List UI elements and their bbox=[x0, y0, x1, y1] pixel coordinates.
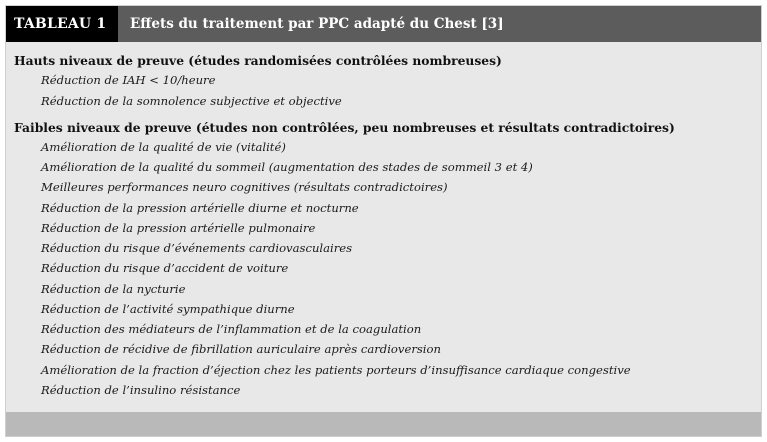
list-item: Réduction du risque d’accident de voiture bbox=[41, 261, 289, 275]
list-item: Meilleures performances neuro cognitives (résultats contradictoires) bbox=[41, 180, 448, 194]
table-title: Effets du traitement par PPC adapté du Chest [3] bbox=[130, 16, 504, 32]
list-item: Amélioration de la qualité de vie (vitalité) bbox=[41, 140, 286, 154]
table-number-label: TABLEAU 1 bbox=[6, 6, 118, 42]
list-item: Amélioration de la fraction d’éjection chez les patients porteurs d’insuffisance cardiaque congestive bbox=[41, 363, 631, 377]
table-body bbox=[6, 42, 761, 412]
list-item: Réduction de IAH < 10/heure bbox=[41, 73, 216, 87]
list-item: Réduction de la somnolence subjective et objective bbox=[41, 94, 342, 108]
list-item: Réduction du risque d’événements cardiovasculaires bbox=[41, 241, 353, 255]
list-item: Réduction des médiateurs de l’inflammation et de la coagulation bbox=[41, 322, 422, 336]
list-item: Amélioration de la qualité du sommeil (augmentation des stades de sommeil 3 et 4) bbox=[41, 160, 533, 174]
table-frame bbox=[5, 5, 762, 437]
table-header bbox=[6, 6, 761, 42]
list-item: Réduction de l’insulino résistance bbox=[41, 383, 241, 397]
section-heading-high-evidence: Hauts niveaux de preuve (études randomisées contrôlées nombreuses) bbox=[14, 53, 502, 68]
section-heading-low-evidence: Faibles niveaux de preuve (études non contrôlées, peu nombreuses et résultats contradictoires) bbox=[14, 120, 675, 135]
list-item: Réduction de la pression artérielle pulmonaire bbox=[41, 221, 316, 235]
list-item: Réduction de récidive de fibrillation auriculaire après cardioversion bbox=[41, 342, 441, 356]
list-item: Réduction de l’activité sympathique diurne bbox=[41, 302, 295, 316]
list-item: Réduction de la nycturie bbox=[41, 282, 186, 296]
table-footer-bar bbox=[6, 412, 761, 436]
list-item: Réduction de la pression artérielle diurne et nocturne bbox=[41, 201, 359, 215]
